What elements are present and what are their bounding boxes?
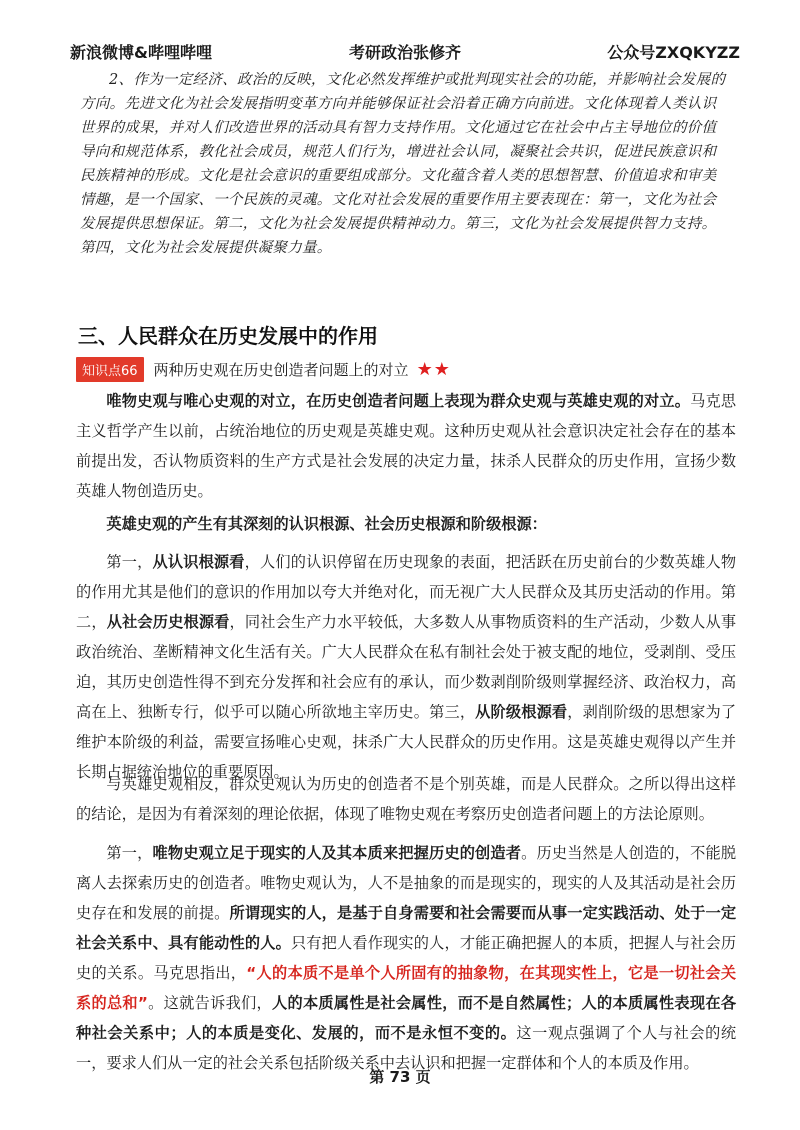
para5-bold-1: 唯物史观立足于现实的人及其本质来把握历史的创造者 xyxy=(152,844,522,862)
paragraph-3 xyxy=(76,547,736,787)
para5-text-1: 第一， xyxy=(106,844,153,862)
para5-text-4: 。这就告诉我们， xyxy=(147,994,272,1012)
marx-quote: “人的本质不是单个人所固有的抽象物，在其现实性上，它是一切社会关系的总和” xyxy=(76,964,737,1012)
para5-bold-3: 人的本质属性是社会属性，而不是自然属性；人的本质属性表现在各种社会关系中；人的本质是变化、发展的，而不是永恒不变的。 xyxy=(76,994,737,1042)
header-weibo-bilibili: 新浪微博&哔哩哔哩 xyxy=(70,43,212,62)
paragraph-5 xyxy=(76,838,736,1078)
para5-text-3: 只有把人看作现实的人，才能正确把握人的本质，把握人与社会历史的关系。马克思指出， xyxy=(76,934,737,982)
page-number: 第 73 页 xyxy=(369,1068,431,1086)
para5-text-5: 这一观点强调了个人与社会的统一，要求人们从一定的社会关系包括阶级关系中去认识和把握一定群体和个人的本质及作用。 xyxy=(76,1024,737,1072)
paragraph-4 xyxy=(76,769,736,829)
handwritten-paragraph: 2、作为一定经济、政治的反映，文化必然发挥维护或批判现实社会的功能，并影响社会发展的方向。先进文化为社会发展指明变革方向并能够保证社会沿着正确方向前进。文化体现着人类认识世界的成果，并对人们改造世界的活动具有智力支持作用。文化通过它在社会中占主导地位的价值导向和规范体系，教化社会成员，规范人们行为，增进社会认同，凝聚社会共识，促进民族意识和民族精神的形成。文化是社会意识的重要组成部分。文化蕴含着人类的思想智慧、价值追求和审美情趣，是一个国家、一个民族的灵魂。文化对社会发展的重要作用主要表现在：第一，文化为社会发展提供思想保证。第二，文化为社会发展提供精神动力。第三，文化为社会发展提供智力支持。第四，文化为社会发展提供凝聚力量。 xyxy=(80,72,726,256)
para5-text-2: 。历史当然是人创造的，不能脱离人去探索历史的创造者。唯物史观认为，人不是抽象的而是现实的，现实的人及其活动是社会历史存在和发展的前提。 xyxy=(76,844,737,922)
paragraph-1 xyxy=(76,386,736,506)
page-header xyxy=(70,40,740,66)
knowledge-point-title: 两种历史观在历史创造者问题上的对立 xyxy=(153,360,409,379)
knowledge-point-row xyxy=(76,356,451,382)
para1-bold: 唯物史观与唯心史观的对立，在历史创造者问题上表现为群众史观与英雄史观的对立。 xyxy=(106,392,691,410)
header-wechat-account: 公众号ZXQKYZZ xyxy=(607,43,740,62)
header-author: 考研政治张修齐 xyxy=(348,43,461,62)
knowledge-point-tag: 知识点66 xyxy=(76,357,144,382)
section-title: 三、人民群众在历史发展中的作用 xyxy=(78,324,378,348)
para3-text-4: ，剥削阶级的思想家为了维护本阶级的利益，需要宣扬唯心史观，抹杀广大人民群众的历史作用。这是英雄史观得以产生并长期占据统治地位的重要原因。 xyxy=(76,703,737,781)
para1-text: 马克思主义哲学产生以前，占统治地位的历史观是英雄史观。这种历史观从社会意识决定社会存在的基本前提出发，否认物质资料的生产方式是社会发展的决定力量，抹杀人民群众的历史作用，宣扬少数英雄人物创造历史。 xyxy=(76,392,737,500)
para3-text-2: ，人们的认识停留在历史现象的表面，把活跃在历史前台的少数英雄人物的作用尤其是他们的意识的作用加以夸大并绝对化，而无视广大人民群众及其历史活动的作用。第二， xyxy=(76,553,737,631)
para3-text-1: 第一， xyxy=(106,553,153,571)
para3-bold-1: 从认识根源看 xyxy=(152,553,245,571)
paragraph-2 xyxy=(76,509,736,539)
importance-stars-icon: ★★ xyxy=(416,358,451,380)
para5-bold-2: 所谓现实的人，是基于自身需要和社会需要而从事一定实践活动、处于一定社会关系中、具有能动性的人。 xyxy=(76,904,737,952)
para3-bold-2: 从社会历史根源看 xyxy=(106,613,230,631)
para4-text: 与英雄史观相反，群众史观认为历史的创造者不是个别英雄，而是人民群众。之所以得出这样的结论，是因为有着深刻的理论依据，体现了唯物史观在考察历史创造者问题上的方法论原则。 xyxy=(76,775,736,823)
para3-bold-3: 从阶级根源看 xyxy=(475,703,568,721)
handwritten-note xyxy=(80,68,730,260)
para2-bold: 英雄史观的产生有其深刻的认识根源、社会历史根源和阶级根源： xyxy=(106,515,547,533)
para3-text-3: ，同社会生产力水平较低，大多数人从事物质资料的生产活动，少数人从事政治统治、垄断精神文化生活有关。广大人民群众在私有制社会处于被支配的地位，受剥削、受压迫，其历史创造性得不到充分发挥和社会应有的承认，而少数剥削阶级则掌握经济、政治权力，高高在上、独断专行，似乎可以随心所欲地主宰历史。第三， xyxy=(76,613,737,721)
